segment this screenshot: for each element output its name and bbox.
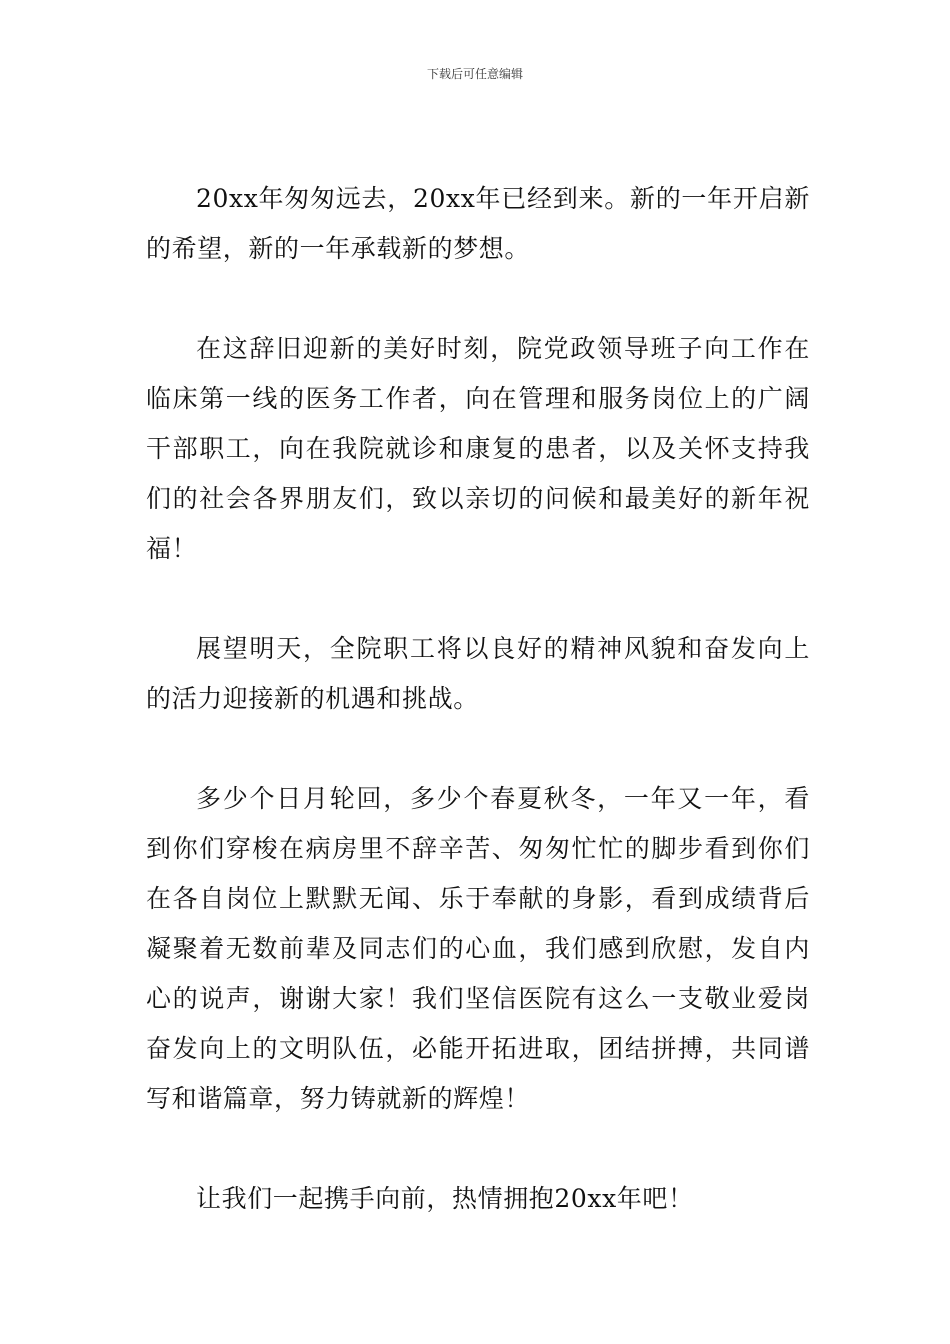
document-body — [146, 174, 810, 1224]
paragraph-outlook: 展望明天，全院职工将以良好的精神风貌和奋发向上的活力迎接新的机遇和挑战。 — [146, 634, 810, 713]
paragraph-new-year: 20xx年匆匆远去，20xx年已经到来。新的一年开启新的希望，新的一年承载新的梦想。 — [146, 184, 810, 263]
paragraph-closing: 让我们一起携手向前，热情拥抱20xx年吧！ — [196, 1184, 694, 1213]
header-note: 下载后可任意编辑 — [426, 67, 523, 81]
paragraph-gratitude: 多少个日月轮回，多少个春夏秋冬，一年又一年，看到你们穿梭在病房里不辞辛苦、匆匆忙忙的脚步看到你们在各自岗位上默默无闻、乐于奉献的身影，看到成绩背后凝聚着无数前辈及同志们的心血，我们感到欣慰，发自内心的说声，谢谢大家！我们坚信医院有这么一支敬业爱岗奋发向上的文明队伍，必能开拓进取，团结拼搏，共同谱写和谐篇章，努力铸就新的辉煌！ — [146, 784, 810, 1113]
paragraph-greetings: 在这辞旧迎新的美好时刻，院党政领导班子向工作在临床第一线的医务工作者，向在管理和服务岗位上的广阔干部职工，向在我院就诊和康复的患者，以及关怀支持我们的社会各界朋友们，致以亲切的问候和最美好的新年祝福！ — [146, 334, 810, 563]
